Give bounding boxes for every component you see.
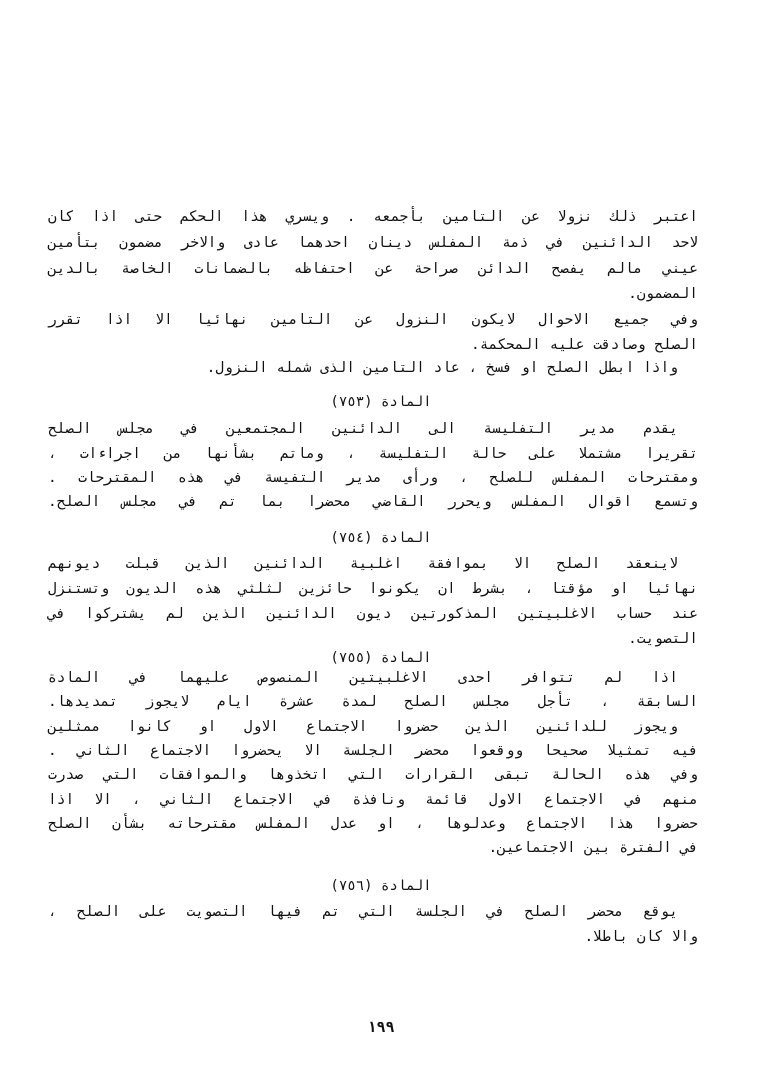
paragraph-line: لاحد الدائنين في ذمة المفلس دينان احدهما عادى والاخر مضمون بتأمين [48, 235, 698, 251]
paragraph-line: واذا ابطل الصلح او فسخ ، عاد التامين الذى شمله النزول. [206, 360, 678, 376]
article-754-line: التصويت. [628, 631, 698, 647]
article-754-line: عند حساب الاغلبيتين المذكورتين ديون الدائنين الذين لم يشتركوا في [48, 606, 698, 622]
paragraph-line: اعتبر ذلك نزولا عن التامين بأجمعه . ويسري هذا الحكم حتى اذا كان [48, 209, 698, 225]
article-755-line: فيه تمثيلا صحيحا ووقعوا محضر الجلسة الا يحضروا الاجتماع الثاني . [48, 743, 698, 759]
article-753-line: يقدم مدير التفليسة الى الدائنين المجتمعين في مجلس الصلح [48, 421, 678, 437]
article-754-line: نهائيا او مؤقتا ، بشرط ان يكونوا حائزين لثلثي هذه الديون وتستنزل [48, 581, 698, 597]
article-753-line: تقريرا مشتملا على حالة التفليسة ، وماتم بشأنها من اجراءات ، [48, 446, 698, 462]
article-755-line: منهم في الاجتماع الاول قائمة ونافذة في الاجتماع الثاني ، الا اذا [48, 792, 698, 808]
article-755-line: وفي هذه الحالة تبقى القرارات التي اتخذوها والموافقات التي صدرت [48, 767, 698, 783]
article-755-line: في الفترة بين الاجتماعين. [488, 840, 698, 856]
page-number: ١٩٩ [367, 1018, 395, 1036]
article-755-line: اذا لم تتوافر احدى الاغلبيتين المنصوص عليهما في المادة [48, 670, 678, 686]
article-753-line: وتسمع اقوال المفلس ويحرر القاضي محضرا بما تم في مجلس الصلح. [48, 494, 698, 510]
paragraph-line: وفي جميع الاحوال لايكون النزول عن التامين نهائيا الا اذا تقرر [48, 312, 698, 328]
article-755-line: السابقة ، تأجل مجلس الصلح لمدة عشرة ايام لايجوز تمديدها. [48, 694, 698, 710]
article-756-line: يوقع محضر الصلح في الجلسة التي تم فيها التصويت على الصلح ، [48, 904, 678, 920]
paragraph-line: الصلح وصادقت عليه المحكمة. [471, 337, 698, 353]
paragraph-line: عيني مالم يفصح الدائن صراحة عن احتفاظه بالضمانات الخاصة بالدين [48, 261, 698, 277]
article-754-line: لاينعقد الصلح الا بموافقة اغلبية الدائنين الذين قبلت ديونهم [48, 556, 678, 572]
article-heading-755: المادة (٧٥٥) [330, 650, 432, 666]
article-755-line: ويجوز للدائنين الذين حضروا الاجتماع الاول او كانوا ممثلين [48, 719, 678, 735]
paragraph-line: المضمون. [628, 286, 698, 302]
article-heading-754: المادة (٧٥٤) [330, 530, 432, 546]
article-heading-756: المادة (٧٥٦) [330, 878, 432, 894]
article-753-line: ومقترحات المفلس للصلح ، ورأى مدير التفيسة في هذه المقترحات . [48, 470, 698, 486]
article-heading-753: المادة (٧٥٣) [330, 394, 432, 410]
article-756-line: والا كان باطلا. [584, 929, 698, 945]
article-755-line: حضروا هذا الاجتماع وعدلوها ، او عدل المفلس مقترحاته بشأن الصلح [48, 816, 698, 832]
